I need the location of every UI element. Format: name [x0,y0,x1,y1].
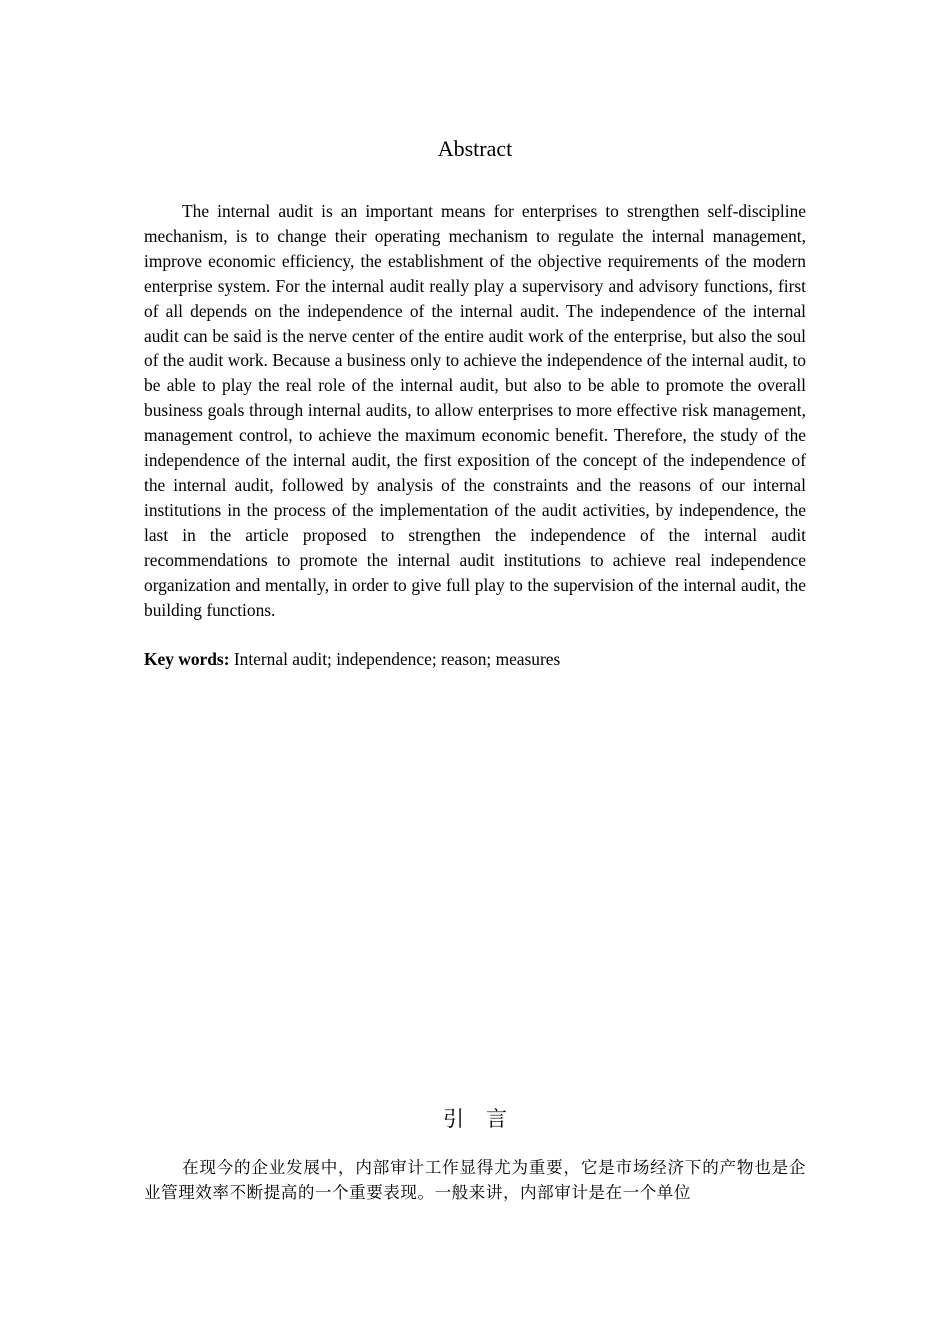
keywords-label: Key words: [144,649,230,669]
keywords-line [144,647,806,672]
keywords-value: Internal audit; independence; reason; measures [229,649,561,669]
abstract-paragraph: The internal audit is an important means for enterprises to strengthen self-discipline mechanism, is to change their operating mechanism to regulate the internal management, improve economic efficiency, the establishment of the objective requirements of the modern enterprise system. For the internal audit really play a supervisory and advisory functions, first of all depends on the independence of the internal audit. The independence of the internal audit can be said is the nerve center of the entire audit work of the enterprise, but also the soul of the audit work. Because a business only to achieve the independence of the internal audit, to be able to play the real role of the internal audit, but also to be able to promote the overall business goals through internal audits, to allow enterprises to more effective risk management, management control, to achieve the maximum economic benefit. Therefore, the study of the independence of the internal audit, the first exposition of the concept of the independence of the internal audit, followed by analysis of the constraints and the reasons of our internal institutions in the process of the implementation of the audit activities, by independence, the last in the article proposed to strengthen the independence of the internal audit recommendations to promote the internal audit institutions to achieve real independence organization and mentally, in order to give full play to the supervision of the internal audit, the building functions. [144,201,806,620]
introduction-paragraph: 在现今的企业发展中，内部审计工作显得尤为重要，它是市场经济下的产物也是企业管理效率不断提高的一个重要表现。一般来讲，内部审计是在一个单位 [144,1158,806,1202]
abstract-heading: Abstract [437,136,513,161]
introduction-heading: 引言 [443,1107,529,1131]
